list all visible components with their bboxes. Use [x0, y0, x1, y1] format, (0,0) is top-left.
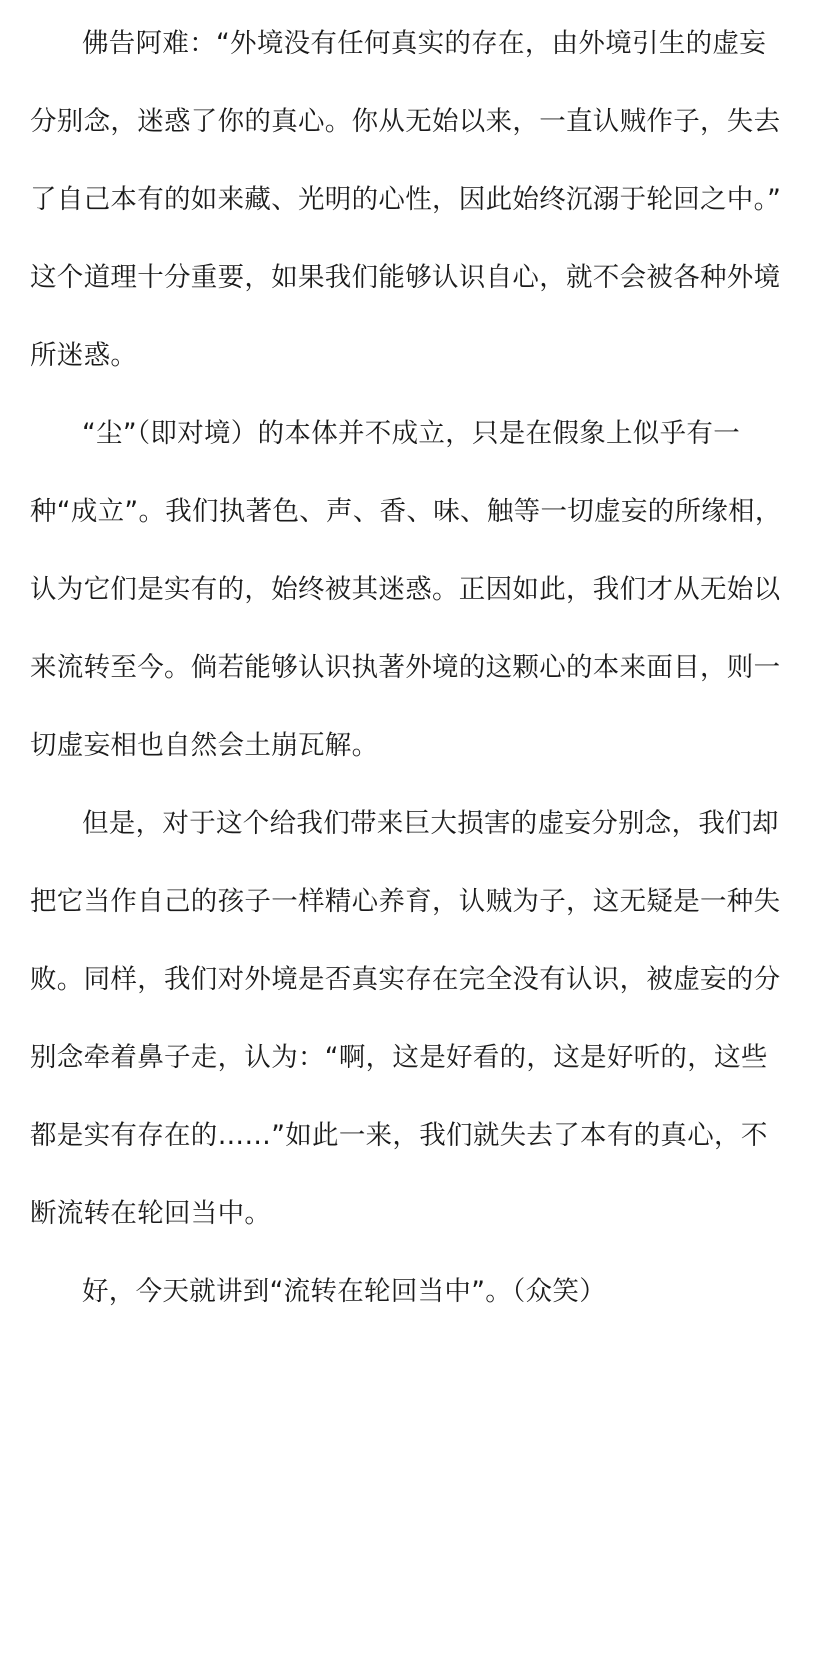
text-line: 败。同样，我们对外境是否真实存在完全没有认识，被虚妄的分 [30, 964, 781, 995]
text-line: 断流转在轮回当中。 [30, 1198, 272, 1229]
text-line: 了自己本有的如来藏、光明的心性，因此始终沉溺于轮回之中。” [30, 184, 782, 215]
text-line: 所迷惑。 [30, 340, 138, 371]
text-line: 种“成立”。我们执著色、声、香、味、触等一切虚妄的所缘相， [30, 496, 782, 527]
text-line: 但是，对于这个给我们带来巨大损害的虚妄分别念，我们却 [82, 808, 779, 839]
text-line: 好，今天就讲到“流转在轮回当中”。（众笑） [82, 1276, 607, 1307]
text-line: 别念牵着鼻子走，认为：“啊，这是好看的，这是好听的，这些 [30, 1042, 768, 1073]
text-line: 切虚妄相也自然会土崩瓦解。 [30, 730, 379, 761]
text-line: 这个道理十分重要，如果我们能够认识自心，就不会被各种外境 [30, 262, 781, 293]
text-line: “尘”（即对境）的本体并不成立，只是在假象上似乎有一 [82, 418, 741, 449]
text-line: 把它当作自己的孩子一样精心养育，认贼为子，这无疑是一种失 [30, 886, 781, 917]
text-line: 都是实有存在的……”如此一来，我们就失去了本有的真心，不 [30, 1120, 768, 1151]
text-line: 分别念，迷惑了你的真心。你从无始以来，一直认贼作子，失去 [30, 106, 781, 137]
text-line: 佛告阿难：“外境没有任何真实的存在，由外境引生的虚妄 [82, 28, 767, 59]
text-line: 认为它们是实有的，始终被其迷惑。正因如此，我们才从无始以 [30, 574, 781, 605]
text-line: 来流转至今。倘若能够认识执著外境的这颗心的本来面目，则一 [30, 652, 781, 683]
